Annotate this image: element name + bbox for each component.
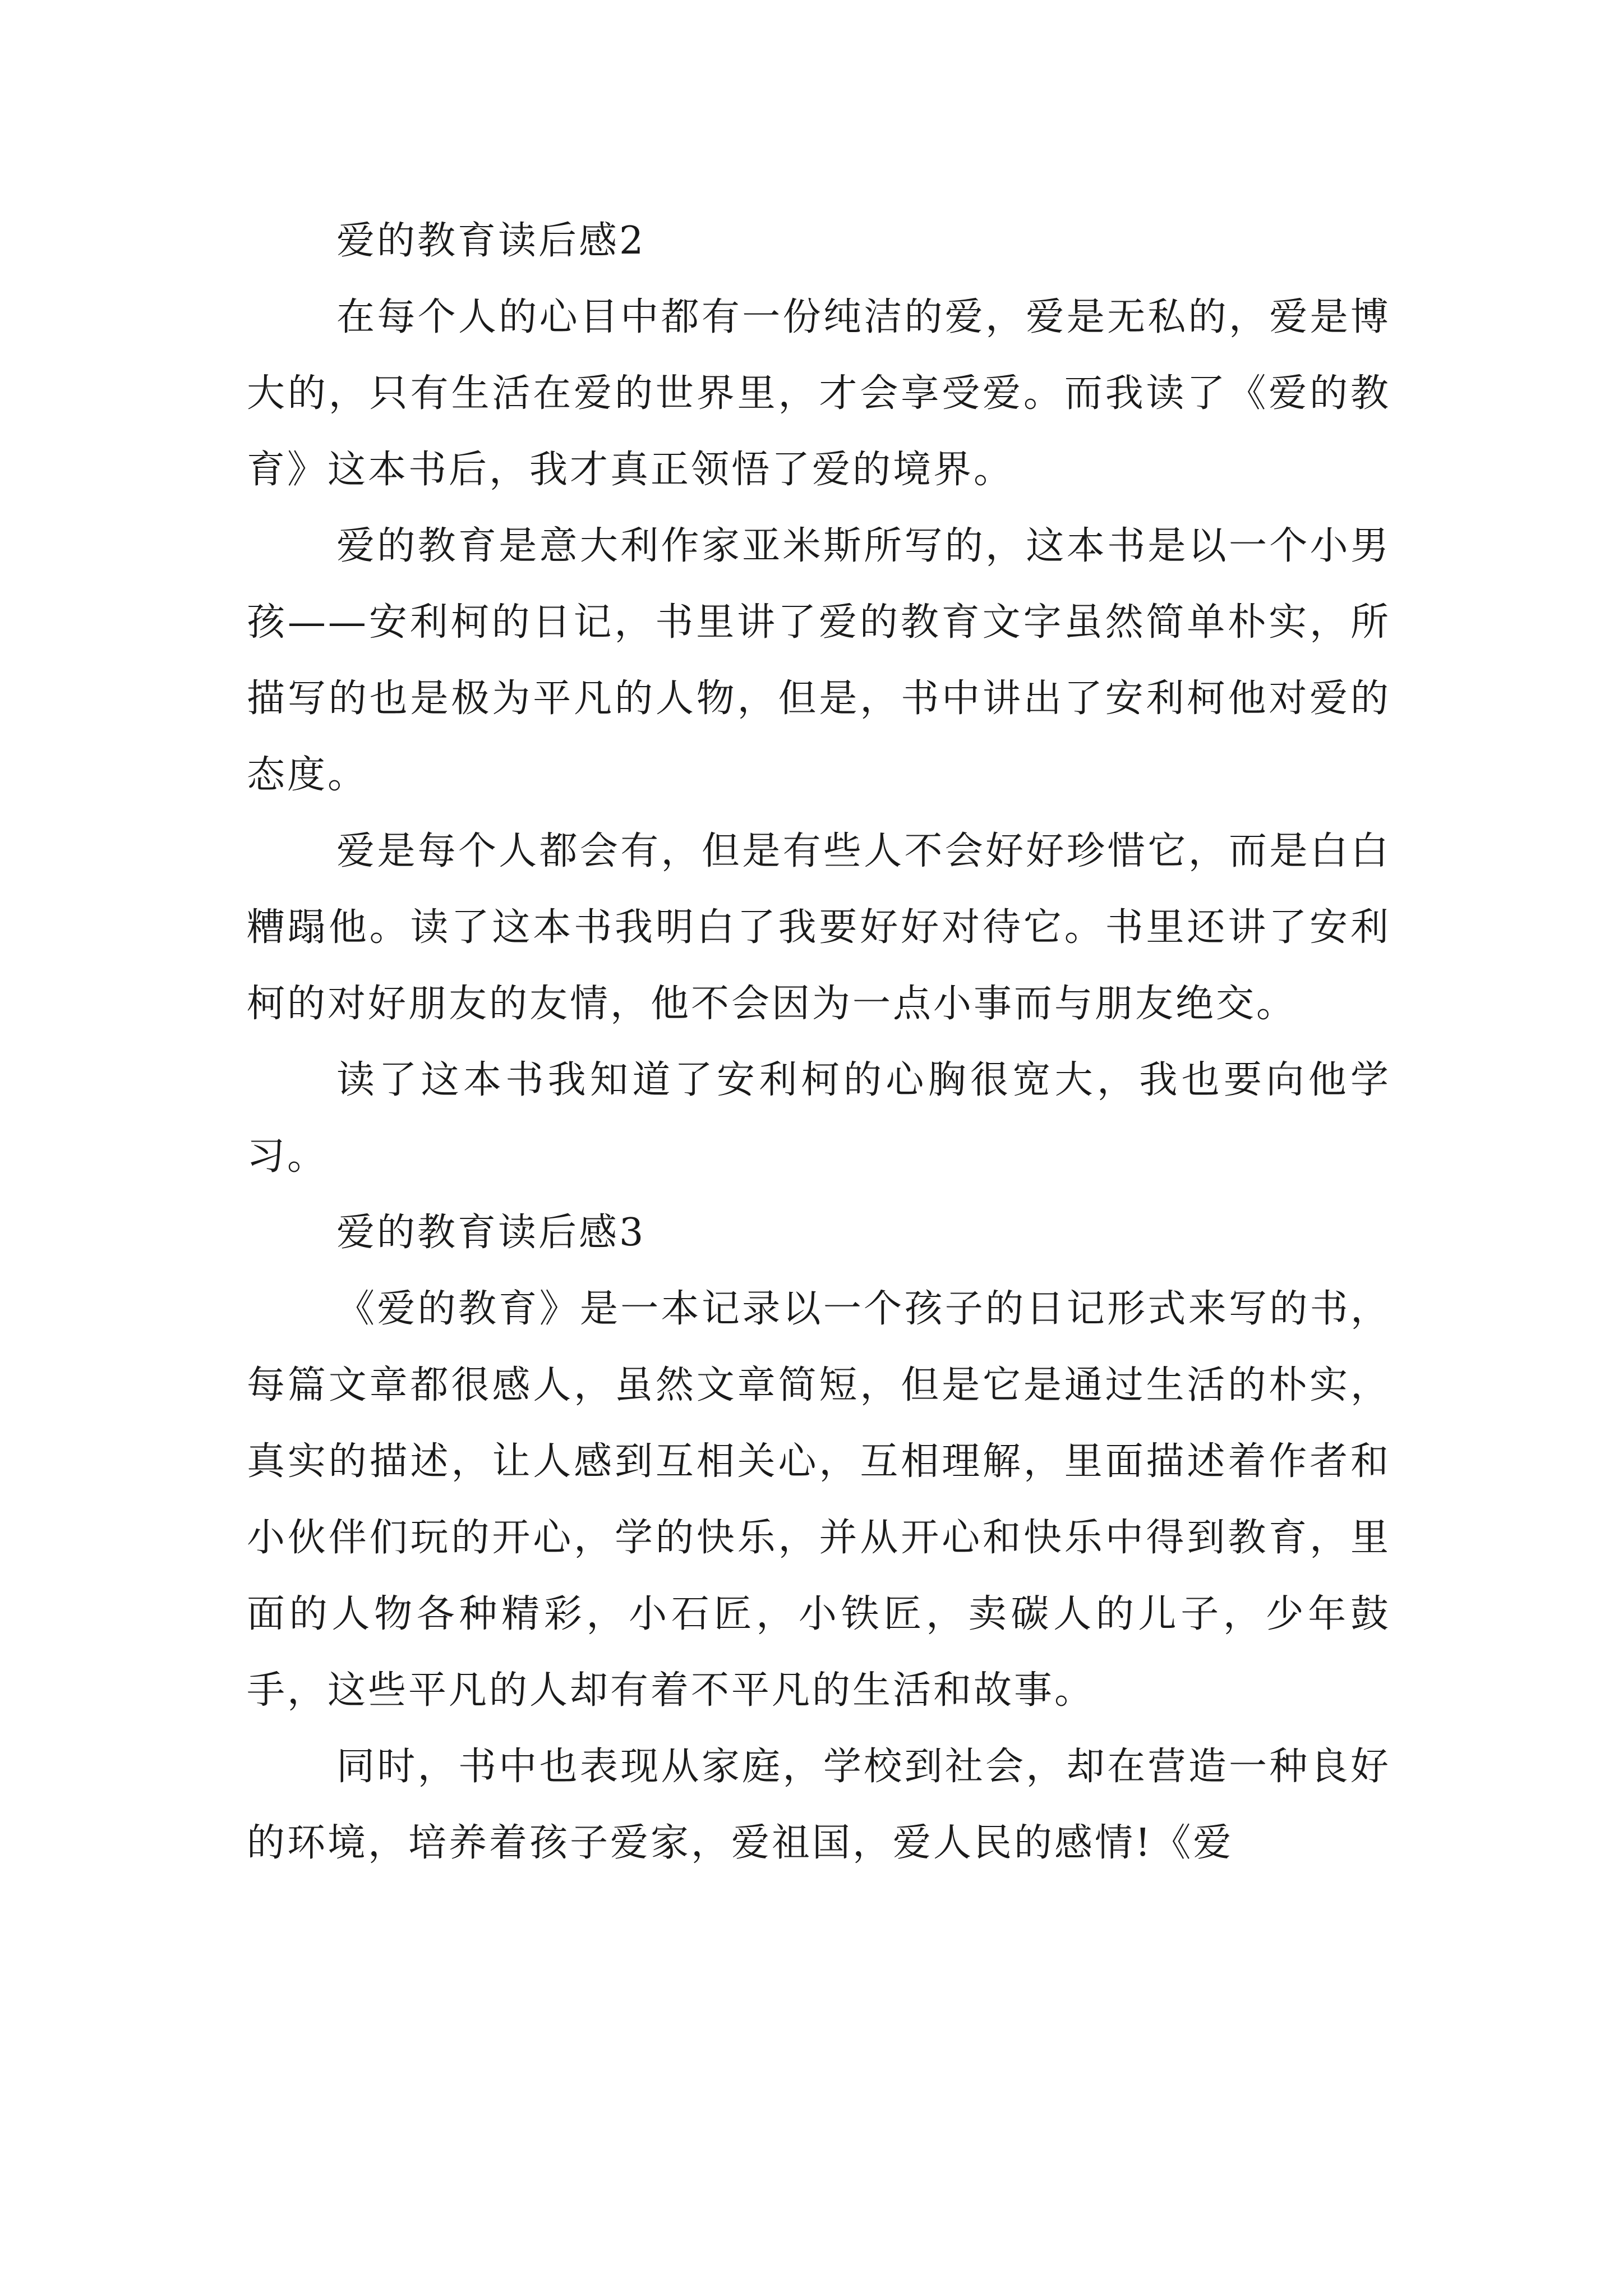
paragraph: 读了这本书我知道了安利柯的心胸很宽大，我也要向他学习。: [247, 1058, 1391, 1179]
paragraph: 在每个人的心目中都有一份纯洁的爱，爱是无私的，爱是博大的，只有生活在爱的世界里，才会享受爱。而我读了《爱的教育》这本书后，我才真正领悟了爱的境界。: [247, 295, 1391, 492]
section-heading-3: 爱的教育读后感3: [336, 1211, 646, 1255]
paragraph: 《爱的教育》是一本记录以一个孩子的日记形式来写的书，每篇文章都很感人，虽然文章简短，但是它是通过生活的朴实，真实的描述，让人感到互相关心，互相理解，里面描述着作者和小伙伴们玩的开心，学的快乐，并从开心和快乐中得到教育，里面的人物各种精彩，小石匠，小铁匠，卖碳人的儿子，少年鼓手，这些平凡的人却有着不平凡的生活和故事。: [247, 1287, 1391, 1713]
section-heading-2: 爱的教育读后感2: [336, 219, 646, 263]
document-body: [247, 203, 1391, 1881]
paragraph: 爱的教育是意大利作家亚米斯所写的，这本书是以一个小男孩——安利柯的日记，书里讲了爱的教育文字虽然简单朴实，所描写的也是极为平凡的人物，但是，书中讲出了安利柯他对爱的态度。: [247, 524, 1391, 797]
paragraph: 同时，书中也表现从家庭，学校到社会，却在营造一种良好的环境，培养着孩子爱家，爱祖国，爱人民的感情!《爱: [247, 1745, 1391, 1865]
paragraph: 爱是每个人都会有，但是有些人不会好好珍惜它，而是白白糟蹋他。读了这本书我明白了我要好好对待它。书里还讲了安利柯的对好朋友的友情，他不会因为一点小事而与朋友绝交。: [247, 829, 1391, 1026]
